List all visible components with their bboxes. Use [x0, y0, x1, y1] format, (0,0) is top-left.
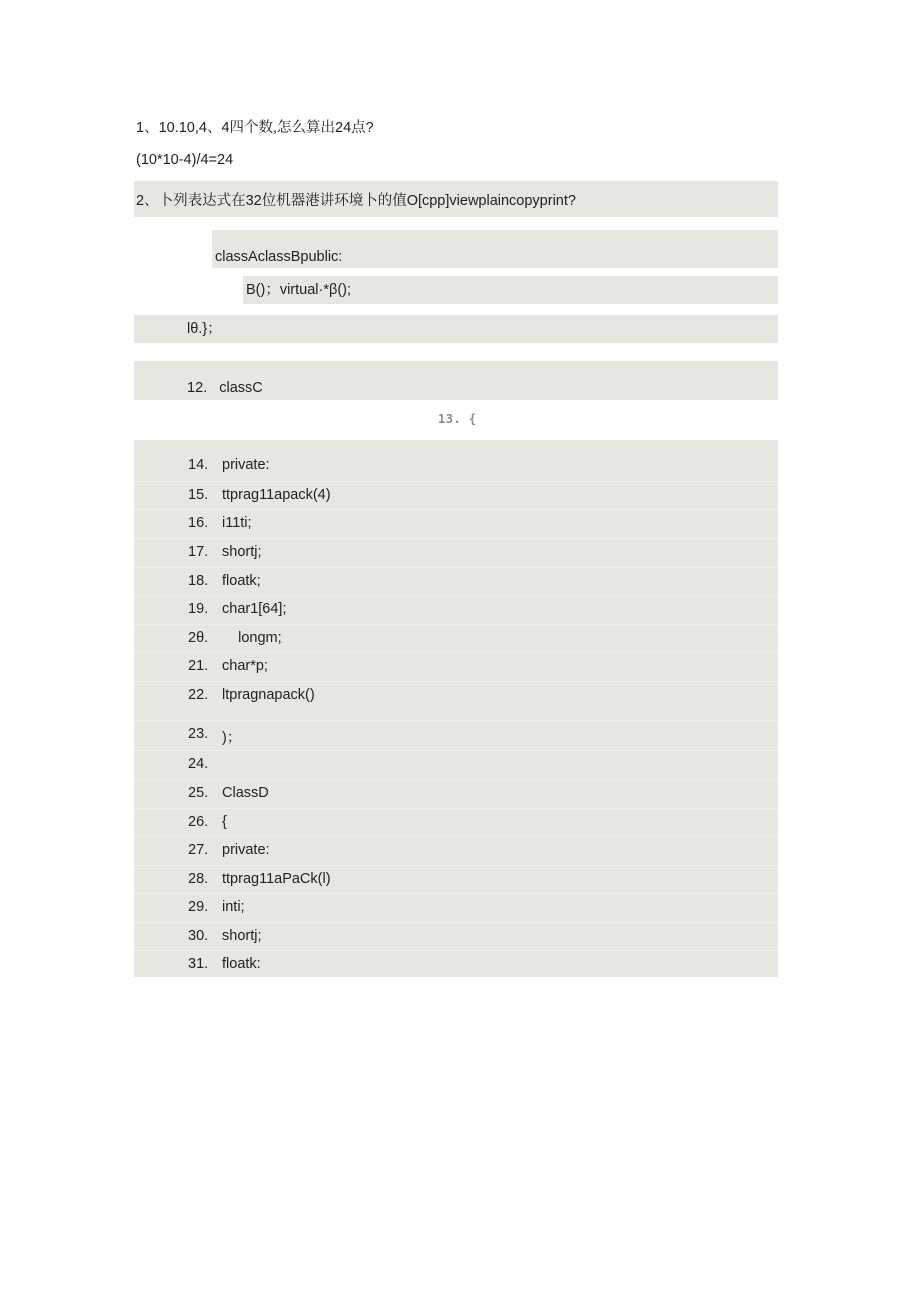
question-1-title: 1、10.10,4、4四个数,怎么算出24点?	[136, 120, 374, 136]
code-line-text: inti;	[222, 899, 245, 915]
code-block-end-brace	[134, 315, 778, 343]
code-line-number: 28.	[188, 871, 209, 887]
code-line-text: i11ti;	[222, 515, 252, 531]
code-line	[134, 836, 778, 866]
code-line-number: 29.	[188, 899, 209, 915]
code-line	[134, 681, 778, 721]
code-line-number: 23.	[188, 726, 209, 742]
code-line	[134, 538, 778, 568]
code-line-text: ttprag11aPaCk(l)	[222, 871, 331, 887]
code-line-number: 15.	[188, 487, 209, 503]
code-line-number: 19.	[188, 601, 209, 617]
code-line-number: 30.	[188, 928, 209, 944]
code-line-text: private:	[222, 457, 270, 473]
code-line	[134, 950, 778, 977]
code-line-number: 2θ.	[188, 630, 209, 646]
code-line-text: ttprag11apack(4)	[222, 487, 331, 503]
code-line-text: shortj;	[222, 928, 262, 944]
code-line	[134, 720, 778, 751]
code-b-ctor: B()；virtual·*β();	[246, 282, 352, 298]
code-block-b-ctor	[243, 276, 778, 304]
code-line-number: 18.	[188, 573, 209, 589]
code-line-text: ClassD	[222, 785, 269, 801]
code-line-text: )；	[222, 730, 242, 746]
code-line-text: ltpragnapack()	[222, 687, 315, 703]
code-line	[134, 893, 778, 923]
question-2-band	[134, 181, 778, 217]
code-line-text: shortj;	[222, 544, 262, 560]
code-line	[134, 567, 778, 596]
code-line	[134, 481, 778, 510]
code-line-13-image: 13. {	[438, 412, 477, 426]
code-line-number: 31.	[188, 956, 209, 972]
code-line	[134, 779, 778, 809]
code-line-text: char*p;	[222, 658, 268, 674]
code-line-number: 14.	[188, 457, 209, 473]
code-line	[134, 509, 778, 539]
code-line-text: floatk;	[222, 573, 261, 589]
code-block-class-ab	[212, 230, 778, 268]
code-end-brace: lθ.}；	[187, 321, 222, 337]
code-line	[134, 865, 778, 894]
code-line-text: char1[64];	[222, 601, 287, 617]
code-line	[134, 595, 778, 625]
code-line	[134, 452, 778, 481]
code-listing-top-pad	[134, 440, 778, 452]
code-line-number: 27.	[188, 842, 209, 858]
code-line-number: 21.	[188, 658, 209, 674]
code-class-ab: classAclassBpublic:	[215, 249, 343, 265]
code-line-number: 17.	[188, 544, 209, 560]
code-line-text: {	[222, 814, 227, 830]
code-line	[134, 652, 778, 682]
code-line	[134, 808, 778, 837]
code-line-number: 22.	[188, 687, 209, 703]
question-2-title: 2、卜列表达式在32位机器港讲环境卜的值O[cpp]viewplaincopyprint?	[136, 193, 576, 209]
code-line	[134, 624, 778, 653]
code-line-number: 25.	[188, 785, 209, 801]
code-line-text: private:	[222, 842, 270, 858]
code-line-number: 16.	[188, 515, 209, 531]
code-block-line-12	[134, 361, 778, 400]
code-line	[134, 750, 778, 780]
code-line-number: 26.	[188, 814, 209, 830]
code-line-12: 12. classC	[187, 380, 263, 396]
code-line-number: 24.	[188, 756, 209, 772]
question-1-answer: (10*10-4)/4=24	[136, 152, 234, 168]
code-line	[134, 922, 778, 951]
code-line-text: floatk:	[222, 956, 261, 972]
code-line-text: longm;	[222, 630, 282, 646]
